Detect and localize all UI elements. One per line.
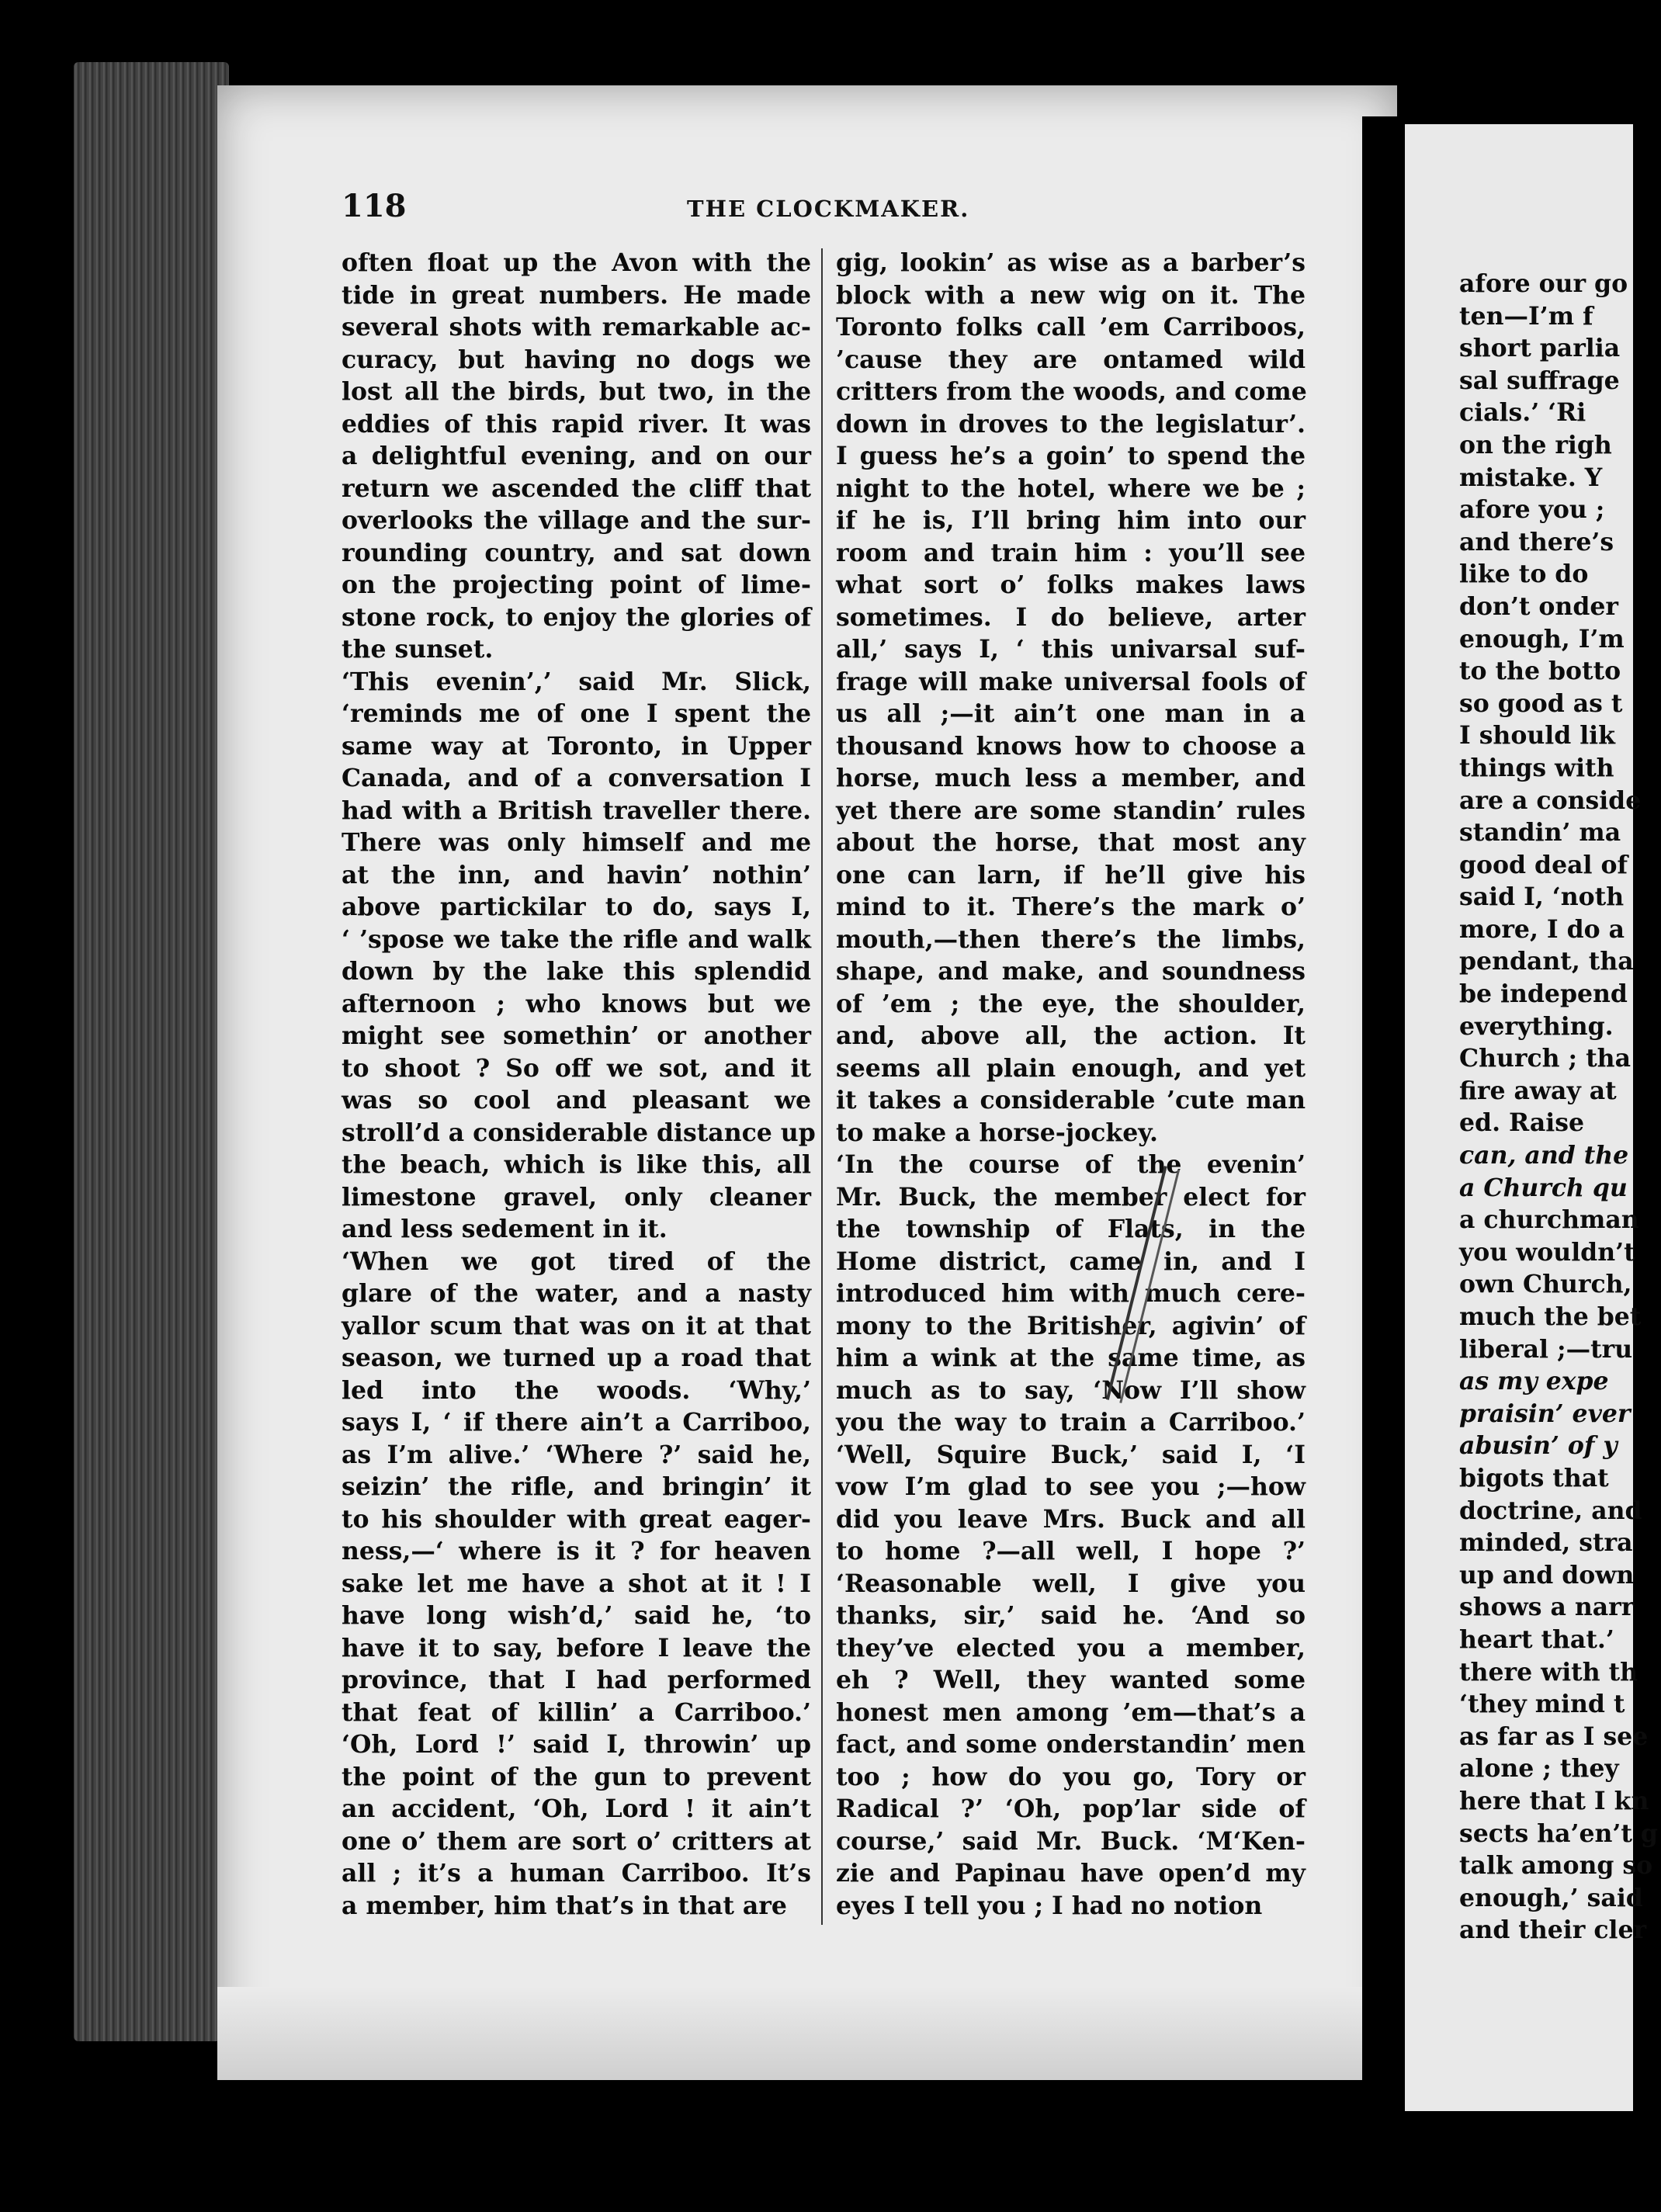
- text-line: overlooks the village and the sur-: [342, 506, 811, 535]
- text-line: There was only himself and me: [342, 828, 811, 857]
- text-line: ’cause they are ontamed wild: [836, 345, 1306, 374]
- facing-page-line: don’t onder: [1459, 591, 1618, 621]
- facing-page-line: and there’s: [1459, 527, 1614, 556]
- text-line: I guess he’s a goin’ to spend the: [836, 442, 1306, 470]
- facing-page-line: can, and the: [1459, 1141, 1629, 1170]
- text-line: curacy, but having no dogs we: [342, 345, 811, 374]
- text-column-left: [342, 247, 816, 1922]
- facing-page-line: said I, ‘noth: [1459, 882, 1625, 912]
- text-line: afternoon ; who knows but we: [342, 989, 811, 1018]
- text-line: Canada, and of a conversation I: [342, 764, 811, 792]
- text-line: too ; how do you go, Tory or: [836, 1762, 1306, 1791]
- text-line: honest men among ’em—that’s a: [836, 1697, 1306, 1727]
- facing-page-line: liberal ;—tru: [1459, 1334, 1633, 1364]
- facing-page-line: like to do: [1459, 560, 1589, 589]
- facing-page-line: standin’ ma: [1459, 818, 1621, 848]
- facing-page-line: afore our go: [1459, 269, 1628, 298]
- text-line: tide in great numbers. He made: [342, 280, 811, 310]
- facing-page-line: afore you ;: [1459, 495, 1605, 525]
- text-line: frage will make universal fools of: [836, 667, 1306, 696]
- text-line: yallor scum that was on it at that: [342, 1311, 811, 1340]
- text-line: night to the hotel, where we be ;: [836, 473, 1306, 503]
- facing-page-line: as far as I see: [1459, 1721, 1649, 1751]
- text-line: the sunset.: [342, 635, 494, 664]
- text-line: you the way to train a Carriboo.’: [836, 1408, 1306, 1437]
- facing-page-line: much the bet: [1459, 1302, 1642, 1331]
- text-line: ‘reminds me of one I spent the: [342, 699, 811, 728]
- text-line: sake let me have a shot at it ! I: [342, 1569, 811, 1598]
- text-line: much as to say, ‘Now I’ll show: [836, 1375, 1306, 1405]
- text-line: to make a horse-jockey.: [836, 1118, 1158, 1147]
- facing-page-line: sects ha’en’t g: [1459, 1818, 1658, 1848]
- text-line: Toronto folks call ’em Carriboos,: [836, 313, 1306, 342]
- text-line: it takes a considerable ’cute man: [836, 1086, 1306, 1115]
- text-line: gig, lookin’ as wise as a barber’s: [836, 248, 1306, 277]
- text-line: same way at Toronto, in Upper: [342, 731, 811, 761]
- text-line: vow I’m glad to see you ;—how: [836, 1472, 1306, 1501]
- facing-page-line: to the botto: [1459, 657, 1621, 686]
- facing-page-line: be independ: [1459, 979, 1628, 1009]
- text-line: down by the lake this splendid: [342, 957, 811, 986]
- text-line: ness,—‘ where is it ? for heaven: [342, 1537, 811, 1565]
- text-line: yet there are some standin’ rules: [836, 796, 1306, 825]
- text-line: horse, much less a member, and: [836, 764, 1306, 792]
- text-line: several shots with remarkable ac-: [342, 313, 811, 342]
- text-line: about the horse, that most any: [836, 828, 1306, 857]
- text-line: limestone gravel, only cleaner: [342, 1182, 811, 1212]
- text-line: a member, him that’s in that are: [342, 1891, 787, 1920]
- facing-page-line: shows a narr: [1459, 1593, 1635, 1622]
- text-line: ‘In the course of the evenin’: [836, 1150, 1306, 1179]
- text-line: stroll’d a considerable distance up: [342, 1118, 816, 1147]
- facing-page-line: here that I kn: [1459, 1786, 1649, 1815]
- text-line: above partickilar to do, says I,: [342, 893, 811, 921]
- column-rule: [821, 248, 823, 1925]
- text-line: block with a new wig on it. The: [836, 280, 1306, 310]
- text-line: room and train him : you’ll see: [836, 538, 1306, 567]
- text-line: have long wish’d,’ said he, ‘to: [342, 1601, 811, 1630]
- facing-page-line: bigots that: [1459, 1463, 1609, 1493]
- text-line: ‘This evenin’,’ said Mr. Slick,: [342, 667, 811, 696]
- text-line: mouth,—then there’s the limbs,: [836, 924, 1306, 954]
- facing-page-line: ten—I’m f: [1459, 301, 1593, 331]
- text-line: shape, and make, and soundness: [836, 957, 1306, 986]
- text-line: zie and Papinau have open’d my: [836, 1859, 1306, 1888]
- text-line: mony to the Britisher, agivin’ of: [836, 1311, 1306, 1340]
- text-line: Radical ?’ ‘Oh, pop’lar side of: [836, 1794, 1306, 1823]
- text-line: fact, and some onderstandin’ men: [836, 1730, 1306, 1759]
- text-line: of ’em ; the eye, the shoulder,: [836, 989, 1306, 1018]
- text-line: lost all the birds, but two, in the: [342, 377, 811, 406]
- facing-page-line: praisin’ ever: [1459, 1399, 1631, 1428]
- text-line: one can larn, if he’ll give his: [836, 860, 1306, 889]
- facing-page-line: you wouldn’t: [1459, 1237, 1635, 1267]
- text-line: did you leave Mrs. Buck and all: [836, 1504, 1306, 1534]
- text-line: they’ve elected you a member,: [836, 1633, 1306, 1662]
- text-line: thousand knows how to choose a: [836, 731, 1306, 761]
- text-line: introduced him with much cere-: [836, 1279, 1306, 1308]
- text-line: on the projecting point of lime-: [342, 570, 811, 599]
- facing-page-line: on the righ: [1459, 430, 1612, 459]
- facing-page-line: a Church qu: [1459, 1173, 1628, 1202]
- text-line: to his shoulder with great eager-: [342, 1504, 811, 1534]
- facing-page-line: Church ; tha: [1459, 1044, 1631, 1073]
- facing-page-line: as my expe: [1459, 1367, 1609, 1396]
- facing-page-line: fire away at: [1459, 1076, 1617, 1105]
- text-column-right: [836, 247, 1306, 1922]
- text-line: course,’ said Mr. Buck. ‘M‘Ken-: [836, 1826, 1306, 1856]
- text-line: the beach, which is like this, all: [342, 1150, 811, 1179]
- text-line: critters from the woods, and come: [836, 377, 1307, 406]
- facing-page-line: talk among so: [1459, 1851, 1653, 1881]
- facing-page-line: sal suffrage: [1459, 366, 1620, 395]
- text-line: eyes I tell you ; I had no notion: [836, 1891, 1263, 1920]
- facing-page-column: [1459, 268, 1661, 1947]
- text-line: season, we turned up a road that: [342, 1343, 811, 1372]
- text-line: as I’m alive.’ ‘Where ?’ said he,: [342, 1440, 811, 1469]
- text-line: and less sedement in it.: [342, 1215, 668, 1243]
- text-line: ‘When we got tired of the: [342, 1246, 811, 1276]
- text-line: down in droves to the legislatur’.: [836, 409, 1306, 439]
- text-line: was so cool and pleasant we: [342, 1086, 811, 1115]
- facing-page-line: abusin’ of y: [1459, 1431, 1618, 1461]
- facing-page-line: up and down: [1459, 1560, 1635, 1590]
- text-line: return we ascended the cliff that: [342, 473, 811, 503]
- text-line: Home district, came in, and I: [836, 1246, 1306, 1276]
- text-line: ‘Well, Squire Buck,’ said I, ‘I: [836, 1440, 1306, 1469]
- book-page-edges: [74, 62, 229, 2041]
- facing-page-line: there with th: [1459, 1657, 1638, 1687]
- facing-page-line: doctrine, and: [1459, 1496, 1642, 1525]
- facing-page-line: pendant, tha: [1459, 947, 1634, 976]
- text-line: at the inn, and havin’ nothin’: [342, 860, 811, 889]
- text-line: an accident, ‘Oh, Lord ! it ain’t: [342, 1794, 811, 1823]
- text-line: might see somethin’ or another: [342, 1021, 811, 1050]
- text-line: the point of the gun to prevent: [342, 1762, 811, 1791]
- text-line: glare of the water, and a nasty: [342, 1279, 811, 1308]
- facing-page-line: heart that.’: [1459, 1624, 1614, 1654]
- text-line: all,’ says I, ‘ this univarsal suf-: [836, 635, 1306, 664]
- facing-page-line: ‘they mind t: [1459, 1690, 1625, 1719]
- facing-page-line: own Church,: [1459, 1270, 1632, 1299]
- text-line: him a wink at the same time, as: [836, 1343, 1306, 1372]
- facing-page-line: I should lik: [1459, 721, 1615, 751]
- facing-page-line: enough,’ said: [1459, 1883, 1643, 1912]
- facing-page-line: minded, stra: [1459, 1528, 1633, 1558]
- running-title: THE CLOCKMAKER.: [687, 196, 970, 222]
- text-line: all ; it’s a human Carriboo. It’s: [342, 1859, 811, 1888]
- text-line: rounding country, and sat down: [342, 538, 811, 567]
- text-line: to shoot ? So off we sot, and it: [342, 1053, 811, 1083]
- text-line: and, above all, the action. It: [836, 1021, 1306, 1050]
- text-line: ‘Oh, Lord !’ said I, throwin’ up: [342, 1730, 811, 1759]
- text-line: what sort o’ folks makes laws: [836, 570, 1306, 599]
- text-line: stone rock, to enjoy the glories of: [342, 602, 811, 632]
- text-line: that feat of killin’ a Carriboo.’: [342, 1697, 811, 1727]
- facing-page-line: a churchman: [1459, 1205, 1639, 1235]
- page-number: 118: [342, 188, 407, 224]
- text-line: province, that I had performed: [342, 1666, 811, 1694]
- text-line: have it to say, before I leave the: [342, 1633, 811, 1662]
- text-line: the township of Flats, in the: [836, 1215, 1306, 1243]
- text-line: eh ? Well, they wanted some: [836, 1666, 1306, 1694]
- facing-page-line: more, I do a: [1459, 914, 1625, 944]
- text-line: mind to it. There’s the mark o’: [836, 893, 1306, 921]
- facing-page-line: short parlia: [1459, 334, 1621, 363]
- text-line: us all ;—it ain’t one man in a: [836, 699, 1306, 728]
- text-line: had with a British traveller there.: [342, 796, 811, 825]
- book-gutter: [1362, 116, 1405, 2212]
- facing-page-line: things with: [1459, 753, 1614, 782]
- text-line: often float up the Avon with the: [342, 248, 811, 277]
- facing-page-line: are a conside: [1459, 785, 1642, 815]
- text-line: sometimes. I do believe, arter: [836, 602, 1306, 632]
- running-head: [342, 188, 1382, 234]
- text-line: eddies of this rapid river. It was: [342, 409, 811, 439]
- facing-page-line: ed. Raise: [1459, 1108, 1585, 1138]
- facing-page-line: alone ; they: [1459, 1754, 1619, 1784]
- facing-page-line: and their cler: [1459, 1916, 1647, 1945]
- text-line: seems all plain enough, and yet: [836, 1053, 1306, 1083]
- text-line: thanks, sir,’ said he. ‘And so: [836, 1601, 1306, 1630]
- text-line: if he is, I’ll bring him into our: [836, 506, 1306, 535]
- text-line: led into the woods. ‘Why,’: [342, 1375, 811, 1405]
- facing-page-line: so good as t: [1459, 688, 1623, 718]
- text-line: seizin’ the rifle, and bringin’ it: [342, 1472, 811, 1501]
- text-line: to home ?—all well, I hope ?’: [836, 1537, 1306, 1565]
- text-line: Mr. Buck, the member elect for: [836, 1182, 1306, 1212]
- facing-page-line: mistake. Y: [1459, 463, 1603, 492]
- facing-page-line: enough, I’m: [1459, 624, 1625, 654]
- text-line: says I, ‘ if there ain’t a Carriboo,: [342, 1408, 811, 1437]
- text-line: ‘ ’spose we take the rifle and walk: [342, 924, 811, 954]
- facing-page-line: everything.: [1459, 1011, 1614, 1041]
- text-line: one o’ them are sort o’ critters at: [342, 1826, 811, 1856]
- text-line: a delightful evening, and on our: [342, 442, 811, 470]
- facing-page-line: cials.’ ‘Ri: [1459, 398, 1586, 428]
- page-bottom-shade: [217, 1987, 1397, 2080]
- facing-page-line: good deal of: [1459, 850, 1628, 879]
- text-line: ‘Reasonable well, I give you: [836, 1569, 1306, 1598]
